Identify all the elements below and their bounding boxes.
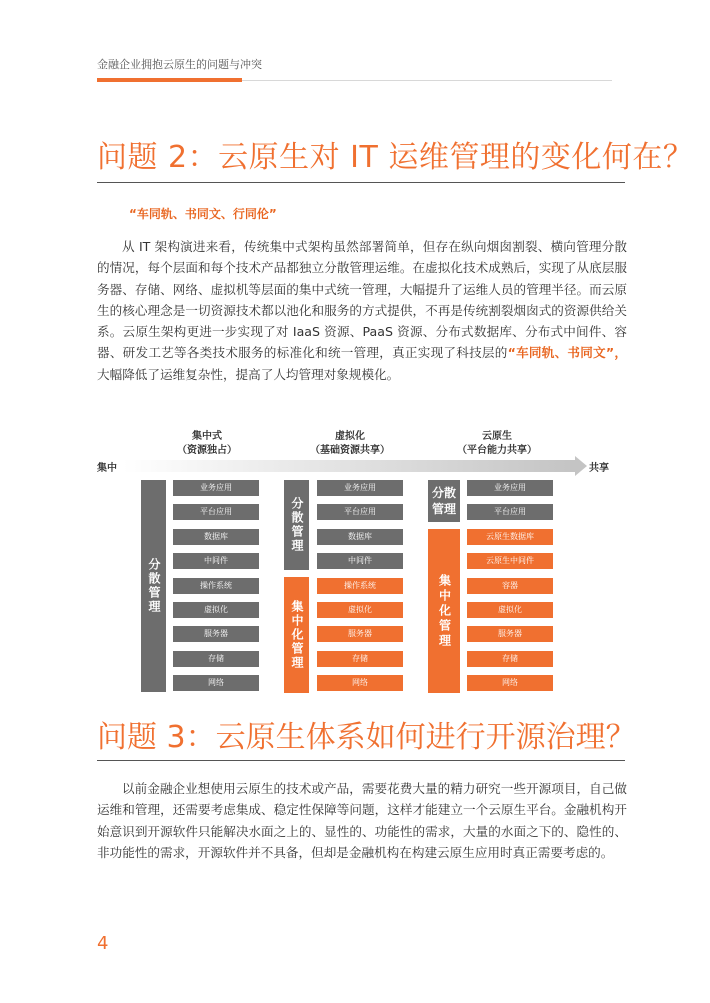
paragraph-text-end: 大幅降低了运维复杂性，提高了人均管理对象规模化。 <box>97 366 400 382</box>
section2-subheading: “车同轨、书同文、行同伦” <box>129 207 277 221</box>
section3-rule <box>97 760 625 761</box>
stage-name: 集中式 <box>192 431 222 442</box>
vertical-label-text: 集中化管理 <box>290 600 304 670</box>
col2-bottom-label <box>284 577 309 693</box>
stage-note: （资源独占） <box>177 445 237 456</box>
layer-cell: 容器 <box>467 578 553 594</box>
section2-rule <box>97 182 625 183</box>
header-accent-bar <box>97 78 242 82</box>
layer-cell: 云原生中间件 <box>467 553 553 569</box>
layer-cell: 平台应用 <box>467 504 553 520</box>
axis-label-right: 共享 <box>589 463 609 474</box>
stage-virtualization <box>290 430 410 458</box>
layer-cell: 中间件 <box>173 553 259 569</box>
layer-cell: 服务器 <box>467 626 553 642</box>
col3-top-label <box>428 480 460 522</box>
layer-cell: 存储 <box>173 651 259 667</box>
stage-centralized <box>147 430 267 458</box>
col1-vertical-label <box>141 480 166 692</box>
layer-cell: 存储 <box>467 651 553 667</box>
layer-cell: 网络 <box>467 675 553 691</box>
section2-heading: 问题 2：云原生对 IT 运维管理的变化何在？ <box>97 140 694 175</box>
vertical-label-text: 分散管理 <box>290 497 304 553</box>
layer-cell: 业务应用 <box>317 480 403 496</box>
layer-cell: 云原生数据库 <box>467 529 553 545</box>
page-header-title: 金融企业拥抱云原生的问题与冲突 <box>97 58 262 71</box>
axis-label-left: 集中 <box>97 463 117 474</box>
header-divider <box>242 80 612 81</box>
layer-cell: 虚拟化 <box>317 602 403 618</box>
layer-cell: 平台应用 <box>173 504 259 520</box>
page-number: 4 <box>97 933 109 954</box>
layer-cell: 操作系统 <box>173 578 259 594</box>
section2-paragraph <box>97 236 627 385</box>
layer-cell: 网络 <box>173 675 259 691</box>
layer-cell: 网络 <box>317 675 403 691</box>
section3-heading: 问题 3：云原生体系如何进行开源治理？ <box>97 720 636 755</box>
stage-note: （平台能力共享） <box>457 445 537 456</box>
layer-cell: 业务应用 <box>467 480 553 496</box>
vertical-label-text: 集中化管理 <box>437 573 452 649</box>
vertical-label-text: 分散管理 <box>147 558 161 614</box>
paragraph-text: 从 IT 架构演进来看，传统集中式架构虽然部署简单，但存在纵向烟囱割裂、横向管理分散的情况，每个层面和每个技术产品都独立分散管理运维。在虚拟化技术成熟后，实现了从底层服务器、存储、网络、虚拟机等层面的集中式统一管理，大幅提升了运维人员的管理半径。而云原生的核心理念是一切资源技术都以池化和服务的方式提供，不再是传统割裂烟囱式的资源供给关系。云原生架构更进一步实现了对 IaaS 资源、PaaS 资源、分布式数据库、分布式中间件、容器、研发工艺等各类技术服务的标准化和统一管理，真正实现了科技层的 <box>97 239 627 361</box>
stage-name: 虚拟化 <box>335 431 365 442</box>
layer-cell: 服务器 <box>173 626 259 642</box>
architecture-diagram <box>97 430 617 700</box>
layer-cell: 存储 <box>317 651 403 667</box>
col2-top-label <box>284 480 309 570</box>
axis-arrow-bar <box>123 460 575 472</box>
col3-bottom-label <box>428 529 460 693</box>
stage-name: 云原生 <box>482 431 512 442</box>
section3-paragraph: 以前金融企业想使用云原生的技术或产品，需要花费大量的精力研究一些开源项目，自己做运维和管理，还需要考虑集成、稳定性保障等问题，这样才能建立一个云原生平台。金融机构开始意识到开源软件只能解决水面之上的、显性的、功能性的需求，大量的水面之下的、隐性的、非功能性的需求，开源软件并不具备，但却是金融机构在构建云原生应用时真正需要考虑的。 <box>97 781 627 860</box>
layer-cell: 数据库 <box>173 529 259 545</box>
stage-cloud-native <box>437 430 557 458</box>
layer-cell: 操作系统 <box>317 578 403 594</box>
layer-cell: 虚拟化 <box>467 602 553 618</box>
stage-note: （基础资源共享） <box>310 445 390 456</box>
layer-cell: 虚拟化 <box>173 602 259 618</box>
axis-arrow-head <box>575 456 587 476</box>
layer-cell: 平台应用 <box>317 504 403 520</box>
horizontal-label-text: 分散管理 <box>431 486 456 516</box>
layer-cell: 数据库 <box>317 529 403 545</box>
layer-cell: 中间件 <box>317 553 403 569</box>
paragraph-highlight: “车同轨、书同文”， <box>507 345 627 361</box>
layer-cell: 服务器 <box>317 626 403 642</box>
layer-cell: 业务应用 <box>173 480 259 496</box>
